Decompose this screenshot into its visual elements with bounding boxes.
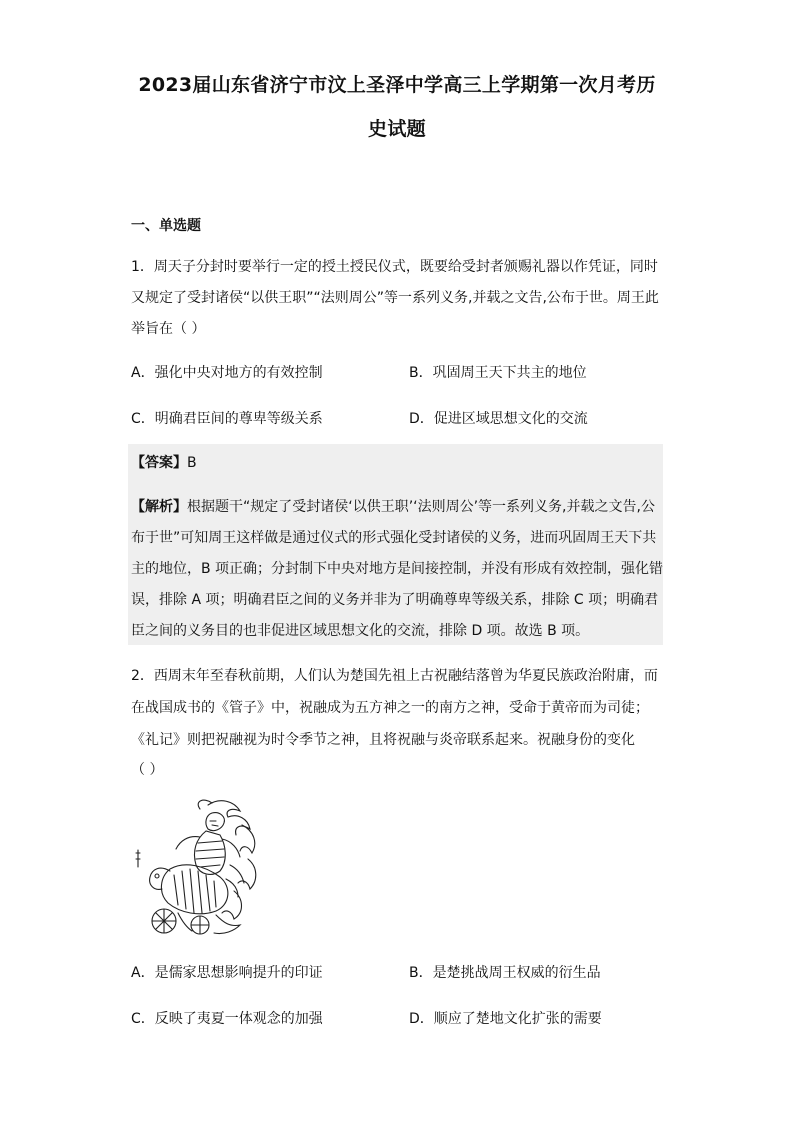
q1-answer	[131, 452, 197, 472]
analysis-label: 【解析】	[131, 499, 187, 515]
q1-option-b: B．巩固周王天下共主的地位	[409, 365, 587, 381]
q1-analysis-line-1	[131, 496, 655, 516]
answer-label: 【答案】	[131, 455, 187, 471]
q1-stem-line-1: 1．周天子分封时要举行一定的授土授民仪式，既要给受封者颁赐礼器以作凭证，同时	[131, 259, 658, 275]
answer-value: B	[187, 455, 197, 471]
section-header: 一、单选题	[131, 218, 201, 234]
q1-analysis-line-3: 主的地位，B 项正确；分封制下中央对地方是间接控制，并没有形成有效控制，强化错	[131, 561, 664, 577]
q1-analysis-line-4: 误，排除 A 项；明确君臣之间的义务并非为了明确尊卑等级关系，排除 C 项；明确君	[131, 592, 659, 608]
q2-stem-line-1: 2．西周末年至春秋前期，人们认为楚国先祖上古祝融结落曾为华夏民族政治附庸，而	[131, 668, 658, 684]
q2-stem-line-3: 《礼记》则把祝融视为时令季节之神，且将祝融与炎帝联系起来。祝融身份的变化	[131, 732, 635, 748]
q1-option-d: D．促进区域思想文化的交流	[409, 411, 588, 427]
zhurong-illustration	[130, 795, 268, 940]
q1-stem-line-3: 举旨在（ ）	[131, 321, 206, 337]
q2-option-d: D．顺应了楚地文化扩张的需要	[409, 1011, 602, 1027]
document-title-line-2: 史试题	[368, 118, 426, 140]
q1-analysis-line-5: 臣之间的义务目的也非促进区域思想文化的交流，排除 D 项。故选 B 项。	[131, 623, 590, 639]
q2-stem-line-2: 在战国成书的《管子》中，祝融成为五方神之一的南方之神，受命于黄帝而为司徒；	[131, 700, 649, 716]
q2-option-c: C．反映了夷夏一体观念的加强	[131, 1011, 323, 1027]
q1-option-a: A．强化中央对地方的有效控制	[131, 365, 323, 381]
q1-analysis-line-2: 布于世”可知周王这样做是通过仪式的形式强化受封诸侯的义务，进而巩固周王天下共	[131, 530, 657, 546]
q2-option-b: B．是楚挑战周王权威的衍生品	[409, 965, 601, 981]
q1-option-c: C．明确君臣间的尊卑等级关系	[131, 411, 323, 427]
q2-stem-line-4: （ ）	[131, 762, 164, 778]
document-title-line-1: 2023届山东省济宁市汶上圣泽中学高三上学期第一次月考历	[138, 74, 656, 96]
analysis-text: 根据题干“规定了受封诸侯‘以供王职’‘法则周公’等一系列义务,并载之文告,公	[187, 499, 655, 515]
q2-option-a: A．是儒家思想影响提升的印证	[131, 965, 323, 981]
q1-stem-line-2: 又规定了受封诸侯“以供王职”“法则周公”等一系列义务,并载之文告,公布于世。周王此	[131, 290, 659, 306]
